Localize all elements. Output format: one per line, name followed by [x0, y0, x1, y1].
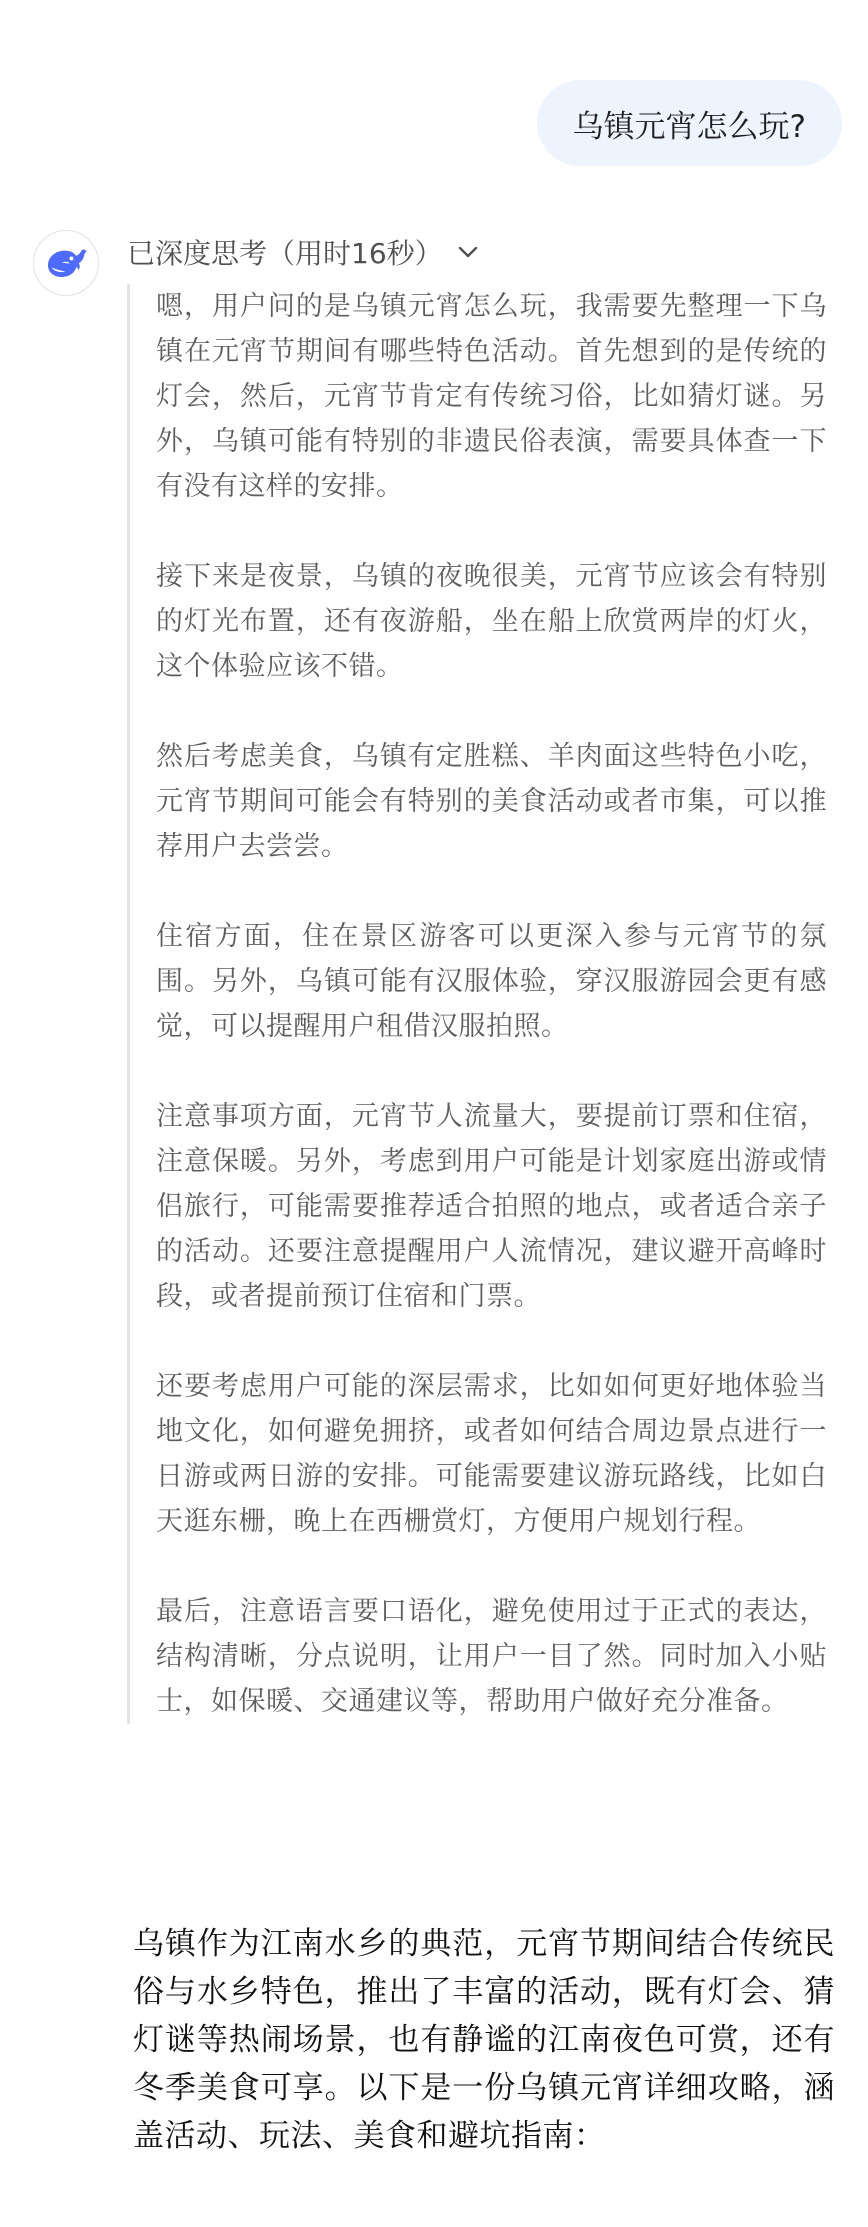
thinking-paragraph: 然后考虑美食，乌镇有定胜糕、羊肉面这些特色小吃，元宵节期间可能会有特别的美食活动或者市集，可以推荐用户去尝尝。: [156, 741, 827, 862]
thinking-paragraph: 最后，注意语言要口语化，避免使用过于正式的表达，结构清晰，分点说明，让用户一目了然。同时加入小贴士，如保暖、交通建议等，帮助用户做好充分准备。: [156, 1596, 827, 1717]
think-toggle[interactable]: [127, 228, 481, 276]
thinking-content: [127, 284, 827, 1724]
thinking-paragraph: 还要考虑用户可能的深层需求，比如如何更好地体验当地文化，如何避免拥挤，或者如何结合周边景点进行一日游或两日游的安排。可能需要建议游玩路线，比如白天逛东栅，晚上在西栅赏灯，方便用户规划行程。: [156, 1371, 827, 1537]
thinking-paragraph: 嗯，用户问的是乌镇元宵怎么玩，我需要先整理一下乌镇在元宵节期间有哪些特色活动。首先想到的是传统的灯会，然后，元宵节肯定有传统习俗，比如猜灯谜。另外，乌镇可能有特别的非遗民俗表演，需要具体查一下有没有这样的安排。: [156, 291, 827, 502]
thinking-paragraph: 接下来是夜景，乌镇的夜晚很美，元宵节应该会有特别的灯光布置，还有夜游船，坐在船上欣赏两岸的灯火，这个体验应该不错。: [156, 561, 827, 682]
user-message-row: [537, 80, 842, 166]
user-message-text: 乌镇元宵怎么玩?: [572, 108, 806, 145]
think-header-label: 已深度思考（用时16秒）: [127, 237, 443, 270]
thinking-paragraph: 住宿方面，住在景区游客可以更深入参与元宵节的氛围。另外，乌镇可能有汉服体验，穿汉服游园会更有感觉，可以提醒用户租借汉服拍照。: [156, 921, 827, 1042]
user-message-bubble[interactable]: [537, 80, 842, 166]
assistant-avatar: [33, 230, 99, 296]
thinking-paragraph: 注意事项方面，元宵节人流量大，要提前订票和住宿，注意保暖。另外，考虑到用户可能是计划家庭出游或情侣旅行，可能需要推荐适合拍照的地点，或者适合亲子的活动。还要注意提醒用户人流情况，建议避开高峰时段，或者提前预订住宿和门票。: [156, 1101, 827, 1312]
answer-text: 乌镇作为江南水乡的典范，元宵节期间结合传统民俗与水乡特色，推出了丰富的活动，既有灯会、猜灯谜等热闹场景，也有静谧的江南夜色可赏，还有冬季美食可享。以下是一份乌镇元宵详细攻略，涵盖活动、玩法、美食和避坑指南：: [133, 1926, 835, 2154]
chevron-down-icon: [455, 239, 481, 265]
deepseek-whale-icon: [45, 246, 87, 280]
